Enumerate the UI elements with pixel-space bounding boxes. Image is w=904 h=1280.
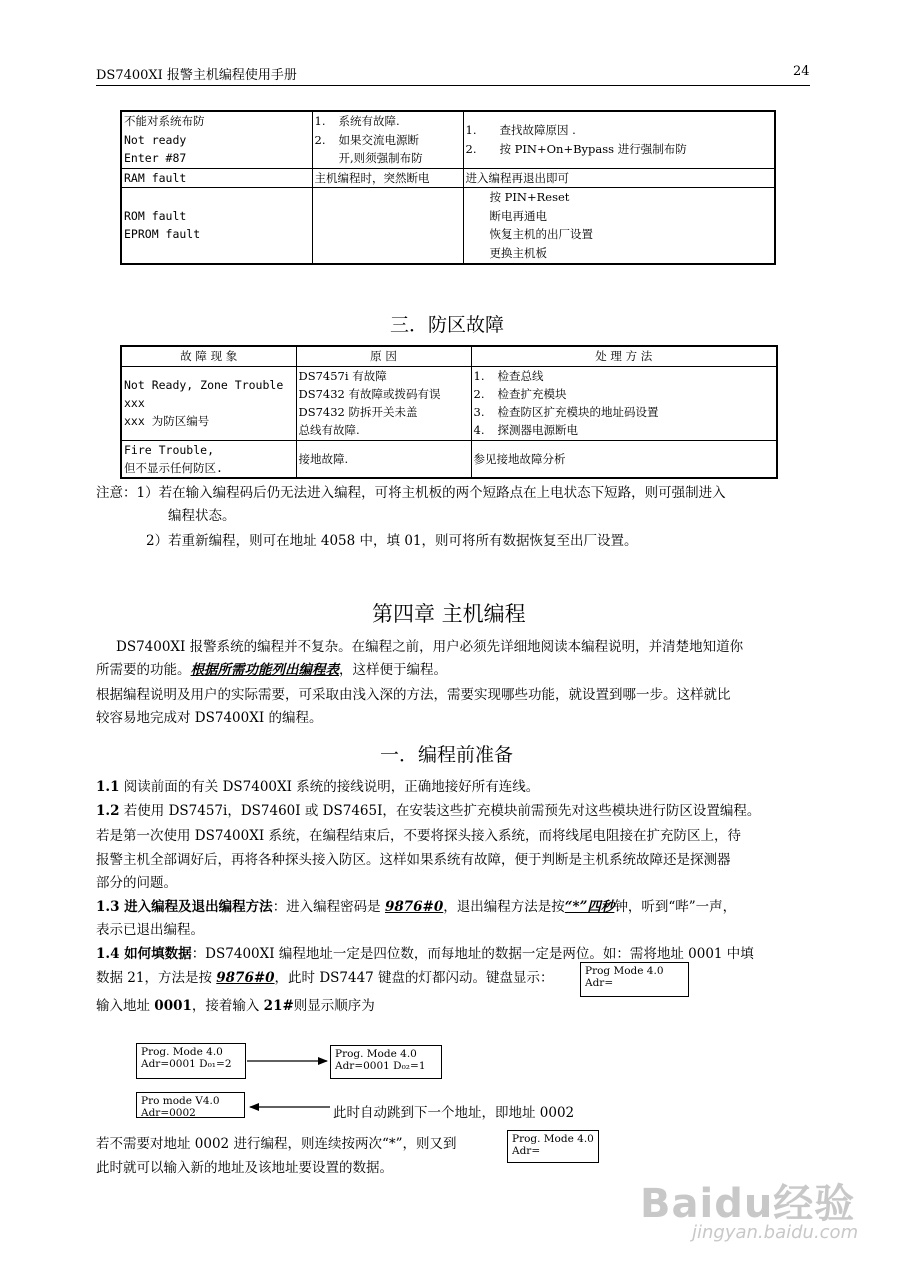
- watermark-logo: Baidu经验: [640, 1181, 856, 1227]
- keypad-display-step3: Pro mode V4.0 Adr=0002: [136, 1092, 245, 1118]
- method-cell: 进入编程再退出即可: [463, 168, 775, 188]
- column-header: 处 理 方 法: [471, 346, 777, 366]
- method-cell: 参见接地故障分析: [471, 440, 777, 478]
- keypad-display-step4: Prog. Mode 4.0 Adr=: [507, 1130, 599, 1163]
- keypad-display-step1: Prog. Mode 4.0 Adr=0001 D₀₁=2: [136, 1043, 246, 1079]
- para-1-4-c: 输入地址 0001，接着输入 21#则显示顺序为: [96, 998, 375, 1014]
- para-1-2: 1.2 若使用 DS7457i，DS7460I 或 DS7465I，在安装这些扩充模块前需预先对这些模块进行防区设置编程。: [96, 803, 761, 819]
- symptom-cell: ROM fault EPROM fault: [121, 188, 312, 264]
- para-1-3-b: 表示已退出编程。: [96, 922, 204, 938]
- intro-line-4: 较容易地完成对 DS7400XI 的编程。: [96, 710, 323, 726]
- para-1-4: 1.4 如何填数据：DS7400XI 编程地址一定是四位数，而每地址的数据一定是两位。如：需将地址 0001 中填: [96, 946, 754, 962]
- cause-cell: 1. 系统有故障. 2. 如果交流电源断 开,则须强制布防: [312, 111, 463, 168]
- para-1-3: 1.3 进入编程及退出编程方法：进入编程密码是 9876#0，退出编程方法是按“*”四秒钟，听到“哔”一声，: [96, 899, 737, 915]
- cause-cell: 主机编程时，突然断电: [312, 168, 463, 188]
- last-line-2: 此时就可以输入新的地址及该地址要设置的数据。: [96, 1160, 393, 1176]
- para-1-1: 1.1 阅读前面的有关 DS7400XI 系统的接线说明，正确地接好所有连线。: [96, 779, 540, 795]
- last-line-1: 若不需要对地址 0002 进行编程，则连续按两次“*”，则又到: [96, 1136, 457, 1152]
- symptom-cell: Not Ready, Zone Trouble xxx xxx 为防区编号: [121, 366, 296, 440]
- cause-cell: DS7457i 有故障 DS7432 有故障或拨码有误 DS7432 防拆开关未盖 总线有故障.: [296, 366, 471, 440]
- keypad-display-step2: Prog. Mode 4.0 Adr=0001 D₀₂=1: [330, 1045, 442, 1079]
- column-header: 原 因: [296, 346, 471, 366]
- intro-line-1: DS7400XI 报警系统的编程并不复杂。在编程之前，用户必须先详细地阅读本编程说明，并清楚地知道你: [116, 639, 744, 655]
- para-1-2-b: 若是第一次使用 DS7400XI 系统，在编程结束后，不要将探头接入系统，而将线尾电阻接在扩充防区上，待: [96, 828, 741, 844]
- keypad-display-initial: Prog Mode 4.0 Adr=: [580, 962, 689, 997]
- auto-jump-text: 此时自动跳到下一个地址，即地址 0002: [333, 1105, 575, 1121]
- symptom-cell: RAM fault: [121, 168, 312, 188]
- note-1: 注意：1）若在输入编程码后仍无法进入编程，可将主机板的两个短路点在上电状态下短路，则可强制进入: [96, 485, 726, 501]
- method-cell: 按 PIN+Reset 断电再通电 恢复主机的出厂设置 更换主机板: [463, 188, 775, 264]
- note-1-cont: 编程状态。: [168, 508, 236, 524]
- header-title: DS7400XI 报警主机编程使用手册: [96, 68, 297, 83]
- watermark-url: jingyan.baidu.com: [692, 1222, 859, 1243]
- page-number: 24: [793, 64, 810, 79]
- symptom-cell: Fire Trouble, 但不显示任何防区.: [121, 440, 296, 478]
- para-1-2-d: 部分的问题。: [96, 875, 177, 891]
- column-header: 故 障 现 象: [121, 346, 296, 366]
- para-1-2-c: 报警主机全部调好后，再将各种探头接入防区。这样如果系统有故障，便于判断是主机系统故障还是探测器: [96, 852, 731, 868]
- section-title-prep: 一．编程前准备: [380, 744, 514, 766]
- intro-line-2: 所需要的功能。根据所需功能列出编程表，这样便于编程。: [96, 662, 447, 678]
- cause-cell: 接地故障.: [296, 440, 471, 478]
- chapter-title: 第四章 主机编程: [372, 602, 526, 626]
- method-cell: 1. 查找故障原因 . 2. 按 PIN+On+Bypass 进行强制布防: [463, 111, 775, 168]
- symptom-cell: 不能对系统布防 Not ready Enter #87: [121, 111, 312, 168]
- method-cell: 1. 检查总线 2. 检查扩充模块 3. 检查防区扩充模块的地址码设置 4. 探测器电源断电: [471, 366, 777, 440]
- section-title-zone-fault: 三．防区故障: [390, 314, 505, 336]
- para-1-4-b: 数据 21，方法是按 9876#0，此时 DS7447 键盘的灯都闪动。键盘显示：: [96, 970, 554, 986]
- note-2: 2）若重新编程，则可在地址 4058 中，填 01，则可将所有数据恢复至出厂设置。: [146, 533, 638, 549]
- intro-line-3: 根据编程说明及用户的实际需要，可采取由浅入深的方法，需要实现哪些功能，就设置到哪一步。这样就比: [96, 687, 731, 703]
